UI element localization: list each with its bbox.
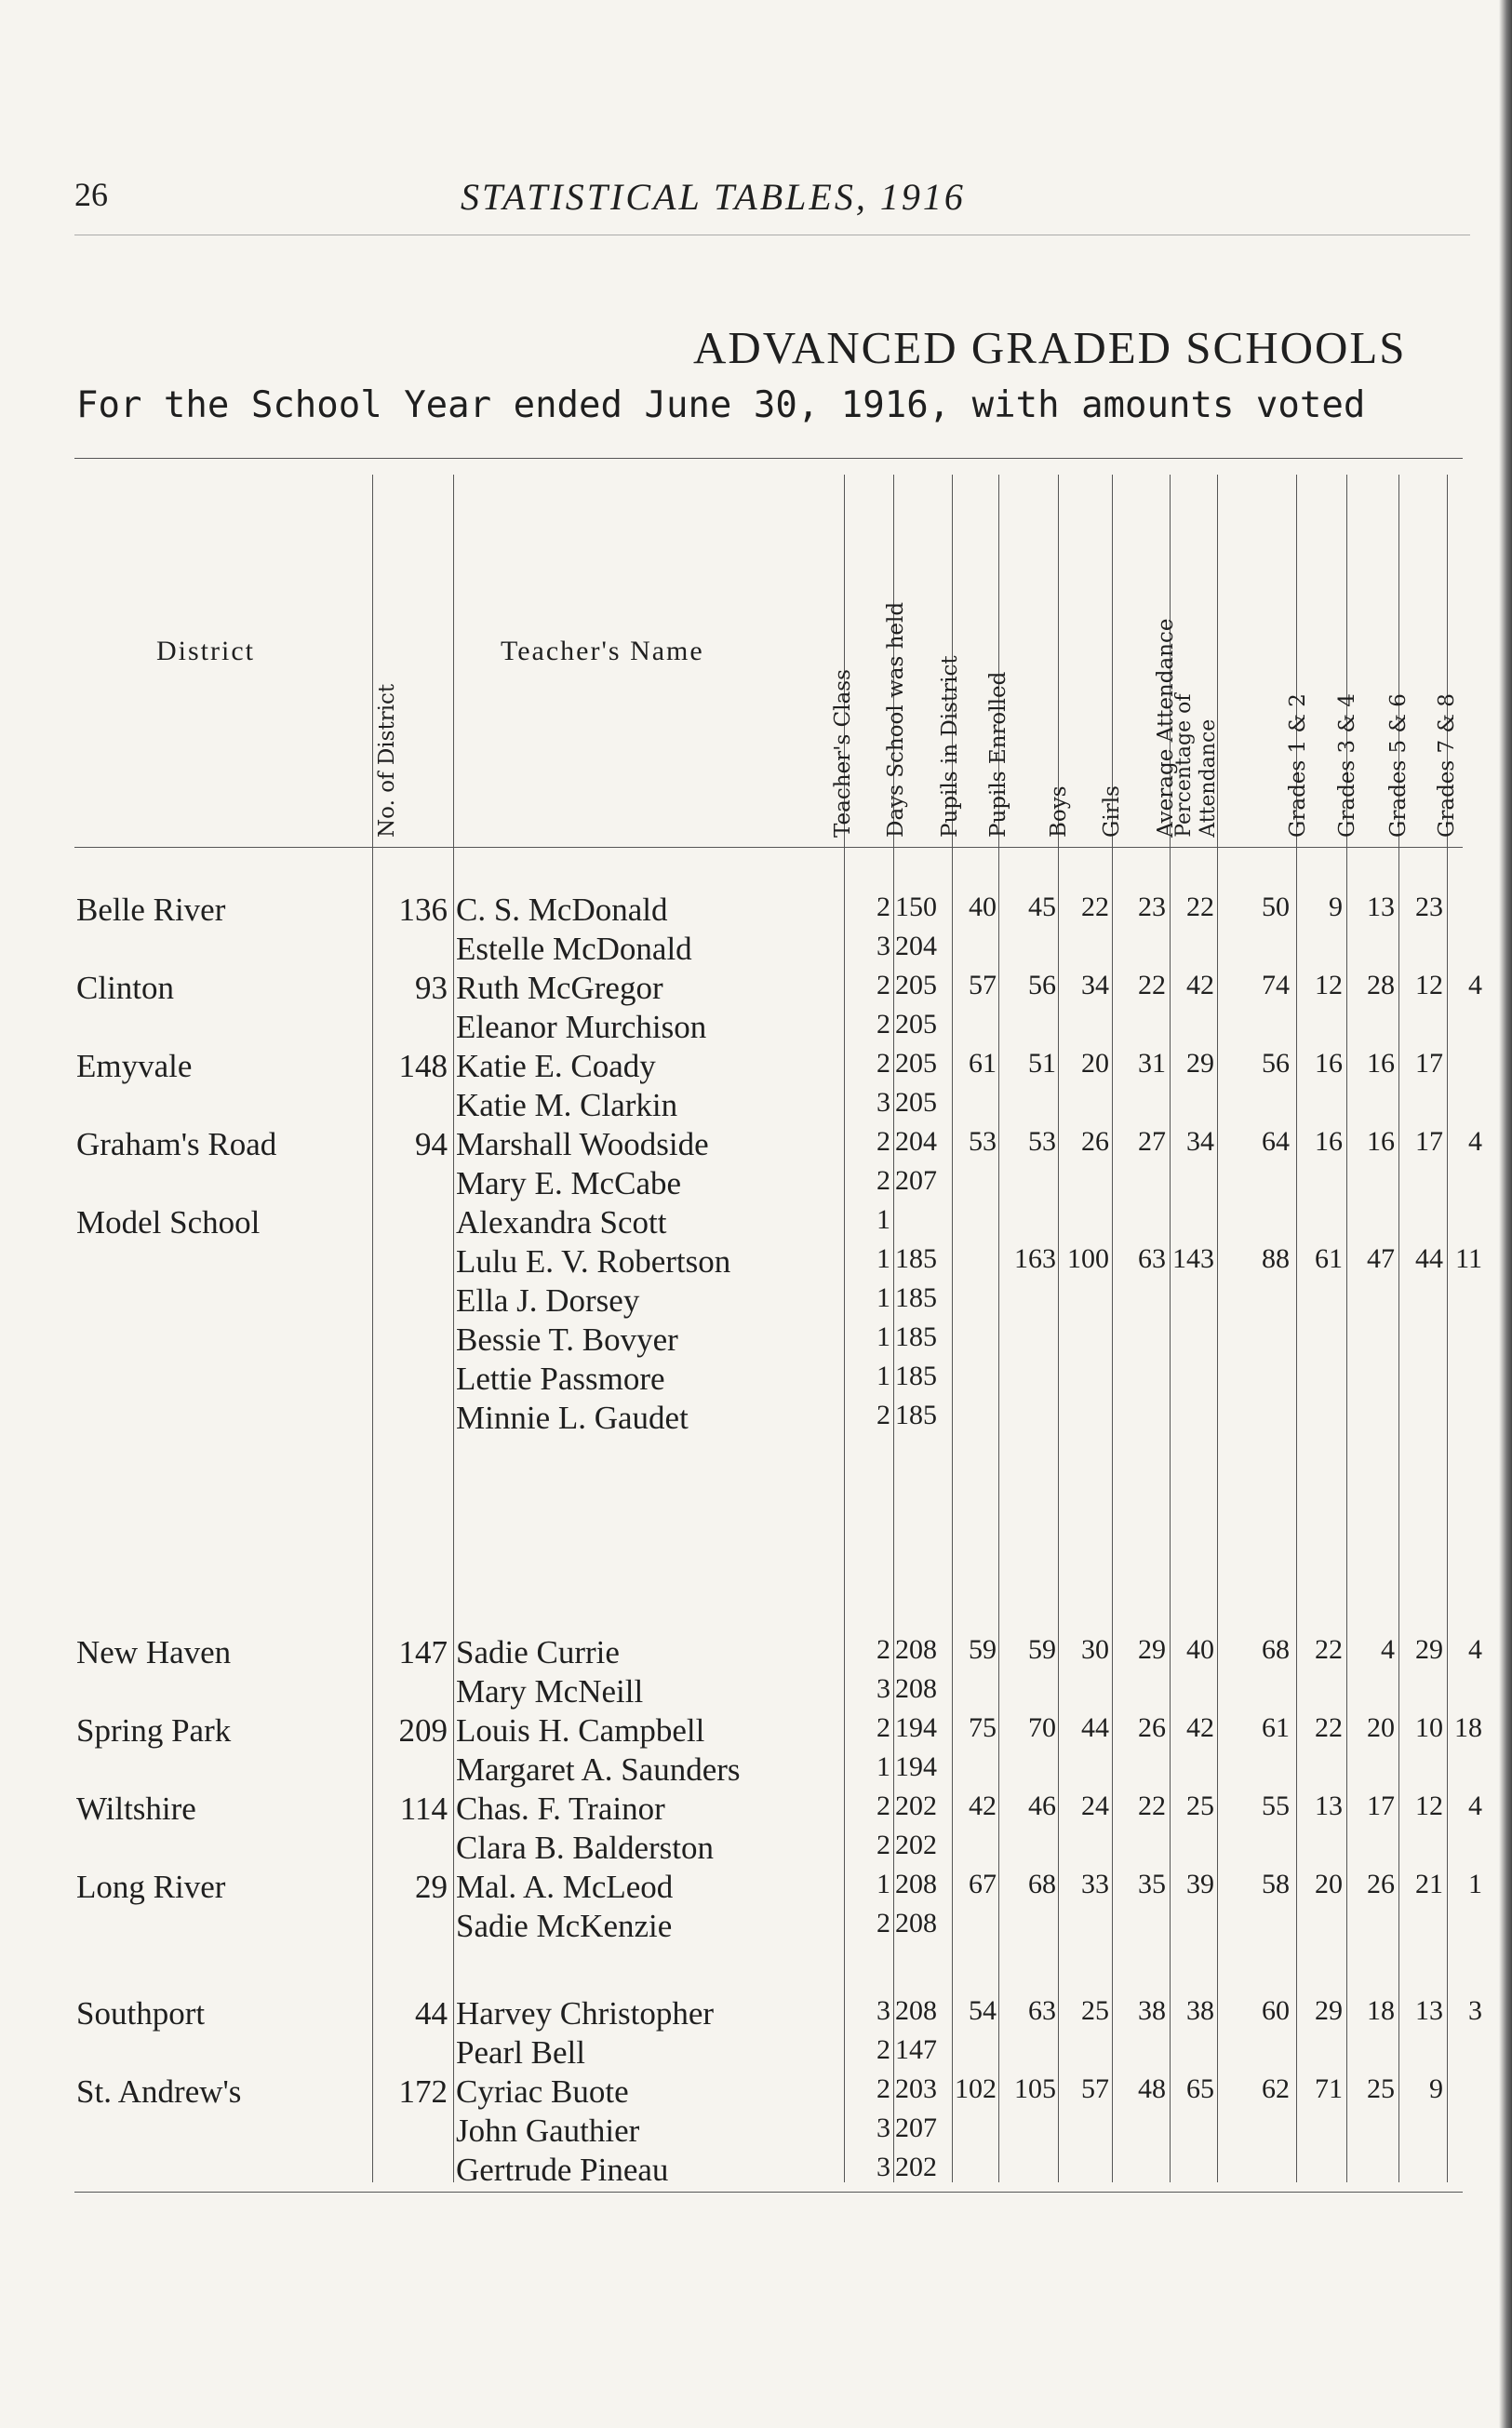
cell-cls: 2 (876, 1126, 890, 1157)
cell-pupils: 59 (969, 1634, 997, 1665)
cell-enrolled: 163 (1014, 1243, 1056, 1274)
cell-no: 94 (415, 1126, 448, 1162)
cell-pupils: 75 (969, 1712, 997, 1743)
cell-no: 114 (399, 1791, 448, 1827)
cell-no: 44 (415, 1995, 448, 2032)
cell-district: Emyvale (76, 1048, 193, 1084)
cell-g56: 23 (1415, 892, 1443, 922)
cell-days: 202 (895, 2152, 937, 2182)
cell-boys: 24 (1081, 1791, 1109, 1821)
cell-g34: 20 (1367, 1712, 1395, 1743)
cell-enrolled: 70 (1028, 1712, 1056, 1743)
cell-g12: 16 (1315, 1048, 1343, 1079)
table-bottom-rule (74, 2192, 1463, 2193)
cell-days: 185 (895, 1282, 937, 1313)
cell-teacher: Lettie Passmore (456, 1361, 665, 1397)
cell-g56: 9 (1429, 2073, 1443, 2104)
cell-days: 205 (895, 1009, 937, 1040)
cell-teacher: Chas. F. Trainor (456, 1791, 665, 1827)
cell-enrolled: 45 (1028, 892, 1056, 922)
cell-pct: 50 (1262, 892, 1290, 922)
column-header-avg-label: Average Attendance (1154, 618, 1178, 838)
cell-g12: 13 (1315, 1791, 1343, 1821)
cell-teacher: Cyriac Buote (456, 2073, 629, 2110)
cell-days: 194 (895, 1751, 937, 1782)
cell-cls: 2 (876, 1634, 890, 1665)
cell-girls: 31 (1138, 1048, 1166, 1079)
cell-g34: 25 (1367, 2073, 1395, 2104)
cell-g78: 4 (1468, 1634, 1482, 1665)
cell-girls: 38 (1138, 1995, 1166, 2026)
cell-teacher: Louis H. Campbell (456, 1712, 705, 1749)
running-head (74, 175, 1470, 231)
cell-g12: 12 (1315, 970, 1343, 1000)
cell-girls: 27 (1138, 1126, 1166, 1157)
cell-enrolled: 53 (1028, 1126, 1056, 1157)
cell-girls: 29 (1138, 1634, 1166, 1665)
cell-enrolled: 59 (1028, 1634, 1056, 1665)
cell-g34: 47 (1367, 1243, 1395, 1274)
cell-g34: 18 (1367, 1995, 1395, 2026)
cell-g12: 22 (1315, 1634, 1343, 1665)
cell-district: Southport (76, 1995, 206, 2032)
cell-g78: 4 (1468, 1791, 1482, 1821)
cell-pct: 56 (1262, 1048, 1290, 1079)
cell-pupils: 67 (969, 1869, 997, 1899)
cell-pupils: 53 (969, 1126, 997, 1157)
cell-no: 136 (398, 892, 448, 928)
column-header-days-label: Days School was held (884, 601, 908, 838)
page-subtitle: For the School Year ended June 30, 1916, with amounts voted (76, 384, 1366, 426)
cell-enrolled: 46 (1028, 1791, 1056, 1821)
cell-avg: 39 (1186, 1869, 1214, 1899)
cell-days: 147 (895, 2034, 937, 2065)
cell-g56: 10 (1415, 1712, 1443, 1743)
cell-teacher: Katie M. Clarkin (456, 1087, 678, 1123)
cell-cls: 2 (876, 970, 890, 1000)
cell-days: 202 (895, 1791, 937, 1821)
column-header-district: District (156, 636, 255, 666)
cell-days: 205 (895, 1048, 937, 1079)
cell-pct: 64 (1262, 1126, 1290, 1157)
cell-teacher: Sadie Currie (456, 1634, 620, 1670)
cell-no: 172 (398, 2073, 448, 2110)
cell-teacher: Alexandra Scott (456, 1204, 667, 1241)
header-bottom-rule (74, 847, 1463, 848)
running-title: STATISTICAL TABLES, 1916 (461, 176, 966, 218)
cell-g56: 44 (1415, 1243, 1443, 1274)
cell-g34: 17 (1367, 1791, 1395, 1821)
cell-cls: 2 (876, 1009, 890, 1040)
cell-avg: 22 (1186, 892, 1214, 922)
cell-cls: 2 (876, 1048, 890, 1079)
cell-g34: 28 (1367, 970, 1395, 1000)
column-rule (453, 475, 454, 2182)
cell-pct: 58 (1262, 1869, 1290, 1899)
cell-g12: 20 (1315, 1869, 1343, 1899)
cell-teacher: Ella J. Dorsey (456, 1282, 640, 1319)
cell-pct: 88 (1262, 1243, 1290, 1274)
cell-boys: 26 (1081, 1126, 1109, 1157)
cell-g12: 29 (1315, 1995, 1343, 2026)
cell-days: 204 (895, 931, 937, 961)
cell-district: Clinton (76, 970, 175, 1006)
cell-days: 205 (895, 970, 937, 1000)
cell-g34: 16 (1367, 1048, 1395, 1079)
cell-girls: 23 (1138, 892, 1166, 922)
cell-cls: 2 (876, 1165, 890, 1196)
cell-pct: 55 (1262, 1791, 1290, 1821)
cell-g12: 16 (1315, 1126, 1343, 1157)
cell-cls: 1 (876, 1282, 890, 1313)
cell-boys: 57 (1081, 2073, 1109, 2104)
cell-avg: 34 (1186, 1126, 1214, 1157)
cell-boys: 44 (1081, 1712, 1109, 1743)
cell-pct: 62 (1262, 2073, 1290, 2104)
table-top-rule (74, 458, 1463, 459)
cell-teacher: Ruth McGregor (456, 970, 663, 1006)
cell-teacher: Mary McNeill (456, 1673, 644, 1710)
cell-district: Graham's Road (76, 1126, 277, 1162)
cell-pupils: 54 (969, 1995, 997, 2026)
cell-district: New Haven (76, 1634, 232, 1670)
cell-boys: 22 (1081, 892, 1109, 922)
cell-days: 194 (895, 1712, 937, 1743)
cell-pupils: 57 (969, 970, 997, 1000)
cell-boys: 33 (1081, 1869, 1109, 1899)
column-header-teacher: Teacher's Name (501, 636, 704, 666)
cell-g56: 12 (1415, 1791, 1443, 1821)
cell-avg: 65 (1186, 2073, 1214, 2104)
column-rule (372, 475, 373, 2182)
cell-pct: 60 (1262, 1995, 1290, 2026)
cell-avg: 38 (1186, 1995, 1214, 2026)
cell-no: 148 (398, 1048, 448, 1084)
cell-cls: 2 (876, 892, 890, 922)
cell-enrolled: 51 (1028, 1048, 1056, 1079)
cell-g56: 12 (1415, 970, 1443, 1000)
cell-teacher: Marshall Woodside (456, 1126, 709, 1162)
cell-days: 207 (895, 2113, 937, 2143)
column-header-girls-label: Girls (1100, 785, 1124, 838)
cell-days: 185 (895, 1400, 937, 1430)
cell-teacher: Mal. A. McLeod (456, 1869, 674, 1905)
cell-g12: 22 (1315, 1712, 1343, 1743)
cell-district: Wiltshire (76, 1791, 196, 1827)
cell-girls: 22 (1138, 970, 1166, 1000)
column-header-g78-label: Grades 7 & 8 (1435, 693, 1459, 838)
cell-girls: 35 (1138, 1869, 1166, 1899)
cell-cls: 3 (876, 1995, 890, 2026)
cell-g12: 9 (1329, 892, 1343, 922)
cell-g78: 11 (1455, 1243, 1482, 1274)
cell-g34: 26 (1367, 1869, 1395, 1899)
cell-g56: 13 (1415, 1995, 1443, 2026)
cell-days: 203 (895, 2073, 937, 2104)
cell-teacher: Bessie T. Bovyer (456, 1321, 678, 1358)
cell-cls: 1 (876, 1751, 890, 1782)
cell-pupils: 42 (969, 1791, 997, 1821)
cell-avg: 25 (1186, 1791, 1214, 1821)
cell-teacher: Gertrude Pineau (456, 2152, 669, 2188)
cell-girls: 63 (1138, 1243, 1166, 1274)
cell-days: 207 (895, 1165, 937, 1196)
column-header-g12-label: Grades 1 & 2 (1286, 693, 1310, 838)
cell-cls: 2 (876, 2034, 890, 2065)
cell-cls: 2 (876, 1712, 890, 1743)
cell-teacher: Pearl Bell (456, 2034, 585, 2071)
cell-g34: 16 (1367, 1126, 1395, 1157)
cell-cls: 2 (876, 1830, 890, 1860)
cell-teacher: C. S. McDonald (456, 892, 668, 928)
cell-g12: 71 (1315, 2073, 1343, 2104)
cell-g34: 4 (1381, 1634, 1395, 1665)
cell-cls: 3 (876, 931, 890, 961)
cell-days: 185 (895, 1321, 937, 1352)
cell-days: 202 (895, 1830, 937, 1860)
cell-teacher: Katie E. Coady (456, 1048, 656, 1084)
cell-g56: 17 (1415, 1126, 1443, 1157)
cell-pct: 74 (1262, 970, 1290, 1000)
cell-days: 185 (895, 1243, 937, 1274)
page-title: ADVANCED GRADED SCHOOLS (693, 322, 1407, 373)
cell-district: Spring Park (76, 1712, 232, 1749)
cell-g56: 17 (1415, 1048, 1443, 1079)
cell-cls: 1 (876, 1204, 890, 1235)
cell-no: 29 (415, 1869, 448, 1905)
cell-girls: 48 (1138, 2073, 1166, 2104)
cell-days: 205 (895, 1087, 937, 1118)
column-rule (1058, 475, 1059, 2182)
cell-teacher: Lulu E. V. Robertson (456, 1243, 731, 1280)
column-rule (1112, 475, 1113, 2182)
cell-avg: 42 (1186, 970, 1214, 1000)
cell-cls: 2 (876, 1908, 890, 1938)
cell-cls: 2 (876, 1791, 890, 1821)
column-header-cls-label: Teacher's Class (831, 669, 855, 838)
binding-edge (1499, 0, 1512, 2428)
cell-days: 208 (895, 1634, 937, 1665)
cell-boys: 100 (1067, 1243, 1109, 1274)
cell-teacher: Sadie McKenzie (456, 1908, 673, 1944)
cell-g56: 21 (1415, 1869, 1443, 1899)
cell-days: 185 (895, 1361, 937, 1391)
cell-cls: 1 (876, 1869, 890, 1899)
cell-district: Long River (76, 1869, 226, 1905)
cell-g78: 4 (1468, 1126, 1482, 1157)
cell-pupils: 61 (969, 1048, 997, 1079)
cell-g34: 13 (1367, 892, 1395, 922)
cell-teacher: Clara B. Balderston (456, 1830, 715, 1866)
cell-boys: 20 (1081, 1048, 1109, 1079)
cell-cls: 3 (876, 1087, 890, 1118)
cell-teacher: Harvey Christopher (456, 1995, 715, 2032)
cell-pct: 68 (1262, 1634, 1290, 1665)
cell-boys: 25 (1081, 1995, 1109, 2026)
cell-district: Belle River (76, 892, 226, 928)
cell-pupils: 102 (955, 2073, 997, 2104)
cell-teacher: John Gauthier (456, 2113, 640, 2149)
cell-teacher: Mary E. McCabe (456, 1165, 682, 1201)
cell-pupils: 40 (969, 892, 997, 922)
column-header-boys-label: Boys (1047, 785, 1071, 838)
cell-cls: 3 (876, 2113, 890, 2143)
cell-teacher: Estelle McDonald (456, 931, 692, 967)
cell-enrolled: 68 (1028, 1869, 1056, 1899)
cell-cls: 1 (876, 1243, 890, 1274)
cell-no: 209 (398, 1712, 448, 1749)
cell-days: 150 (895, 892, 937, 922)
cell-g56: 29 (1415, 1634, 1443, 1665)
cell-avg: 143 (1172, 1243, 1214, 1274)
page-number: 26 (74, 176, 108, 213)
cell-days: 208 (895, 1673, 937, 1704)
column-header-pupils-label: Pupils in District (938, 655, 962, 838)
cell-girls: 26 (1138, 1712, 1166, 1743)
cell-avg: 29 (1186, 1048, 1214, 1079)
cell-cls: 1 (876, 1321, 890, 1352)
column-header-no-label: No. of District (375, 683, 399, 838)
cell-enrolled: 63 (1028, 1995, 1056, 2026)
cell-avg: 40 (1186, 1634, 1214, 1665)
cell-no: 147 (398, 1634, 448, 1670)
cell-teacher: Eleanor Murchison (456, 1009, 707, 1045)
cell-cls: 3 (876, 2152, 890, 2182)
cell-avg: 42 (1186, 1712, 1214, 1743)
cell-no: 93 (415, 970, 448, 1006)
cell-days: 208 (895, 1869, 937, 1899)
cell-g78: 1 (1468, 1869, 1482, 1899)
cell-boys: 30 (1081, 1634, 1109, 1665)
column-header-g34-label: Grades 3 & 4 (1335, 693, 1359, 838)
cell-enrolled: 56 (1028, 970, 1056, 1000)
cell-boys: 34 (1081, 970, 1109, 1000)
cell-days: 208 (895, 1995, 937, 2026)
cell-teacher: Margaret A. Saunders (456, 1751, 741, 1788)
column-header-enrolled-label: Pupils Enrolled (986, 671, 1010, 838)
cell-g78: 3 (1468, 1995, 1482, 2026)
cell-pct: 61 (1262, 1712, 1290, 1743)
column-header-g56-label: Grades 5 & 6 (1386, 693, 1411, 838)
cell-cls: 1 (876, 1361, 890, 1391)
cell-g78: 4 (1468, 970, 1482, 1000)
cell-cls: 2 (876, 1400, 890, 1430)
cell-g12: 61 (1315, 1243, 1343, 1274)
cell-girls: 22 (1138, 1791, 1166, 1821)
cell-teacher: Minnie L. Gaudet (456, 1400, 689, 1436)
cell-cls: 2 (876, 2073, 890, 2104)
cell-enrolled: 105 (1014, 2073, 1056, 2104)
cell-cls: 3 (876, 1673, 890, 1704)
cell-days: 208 (895, 1908, 937, 1938)
cell-district: Model School (76, 1204, 261, 1241)
cell-district: St. Andrew's (76, 2073, 242, 2110)
cell-g78: 18 (1454, 1712, 1482, 1743)
column-header-pct-label: Percentage of Attendance (1172, 693, 1221, 838)
cell-days: 204 (895, 1126, 937, 1157)
